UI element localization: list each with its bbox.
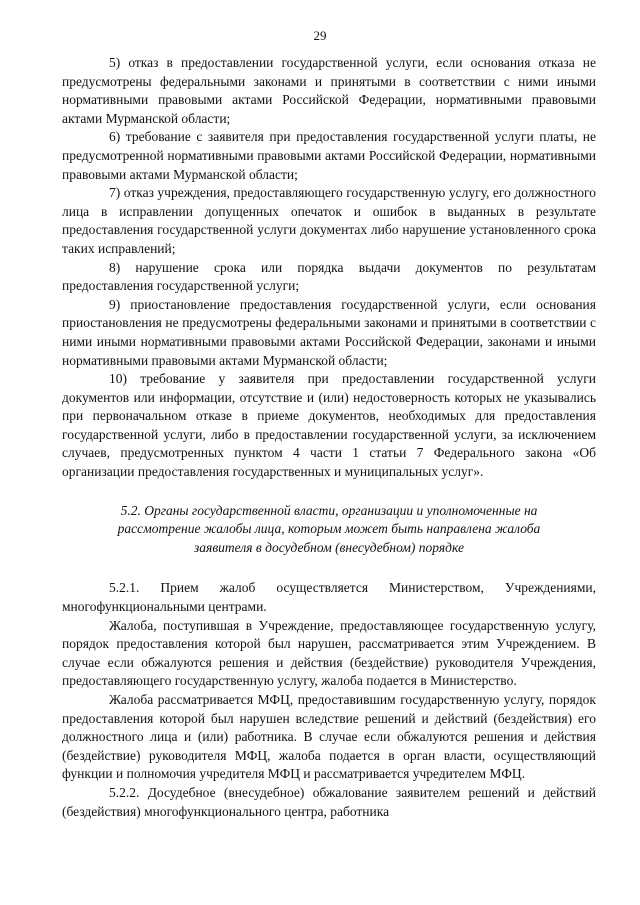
list-item: 9) приостановление предоставления государственной услуги, если основания приостановления не предусмотрены федеральными законами и принятыми в соответствии с ними иными нормативными правовыми актами Российской Федерации, законами и иными нормативными правовыми актами Мурманской области;	[62, 296, 596, 368]
section-paragraph: Жалоба рассматривается МФЦ, предоставившим государственную услугу, порядок предоставления которой был нарушен вследствие решений и действий (бездействия) его должностного лица и (или) работника. В случае если обжалуются решения и действия (бездействие) руководителя МФЦ, жалоба подается в орган власти, осуществляющий функции и полномочия учредителя МФЦ и рассматривается учредителем МФЦ.	[62, 692, 596, 782]
list-item: 8) нарушение срока или порядка выдачи документов по результатам предоставления государственной услуги;	[62, 259, 596, 294]
section-paragraph: Жалоба, поступившая в Учреждение, предоставляющее государственную услугу, порядок предоставления которой был нарушен, рассматривается этим Учреждением. В случае если обжалуются решения и действия (бездействие) руководителя Учреждения, предоставляющего государственную услугу, жалоба подается в Министерство.	[62, 617, 596, 689]
list-item: 6) требование с заявителя при предоставления государственной услуги платы, не предусмотренной нормативными правовыми актами Российской Федерации, нормативными правовыми актами Мурманской области;	[62, 129, 596, 182]
section-paragraph: 5.2.1. Прием жалоб осуществляется Министерством, Учреждениями, многофункциональными центрами.	[62, 580, 596, 615]
list-item: 5) отказ в предоставлении государственной услуги, если основания отказа не предусмотрены федеральными законами и принятыми в соответствии с ними иными нормативными правовыми актами Российской Федерации, нормативными правовыми актами Мурманской области;	[62, 55, 596, 126]
section-heading: 5.2. Органы государственной власти, организации и уполномоченные на рассмотрение жалобы лица, которым может быть направлена жалоба заявителя в досудебном (внесудебном) порядке	[117, 502, 541, 555]
section-paragraph: 5.2.2. Досудебное (внесудебное) обжалование заявителем решений и действий (бездействия) многофункционального центра, работника	[62, 784, 596, 819]
list-item: 10) требование у заявителя при предоставлении государственной услуги документов или информации, отсутствие и (или) недостоверность которых не указывались при первоначальном отказе в приеме документов, необходимых для предоставления государственной услуги, либо в предоставлении государственной услуги, за исключением случаев, предусмотренных пунктом 4 части 1 статьи 7 Федерального закона «Об организации предоставления государственных и муниципальных услуг».	[62, 371, 596, 480]
list-item: 7) отказ учреждения, предоставляющего государственную услугу, его должностного лица в исправлении допущенных опечаток и ошибок в выданных в результате предоставления государственной услуги документах либо нарушение установленного срока таких исправлений;	[62, 185, 596, 256]
document-body	[62, 54, 596, 821]
page-number: 29	[313, 28, 327, 43]
